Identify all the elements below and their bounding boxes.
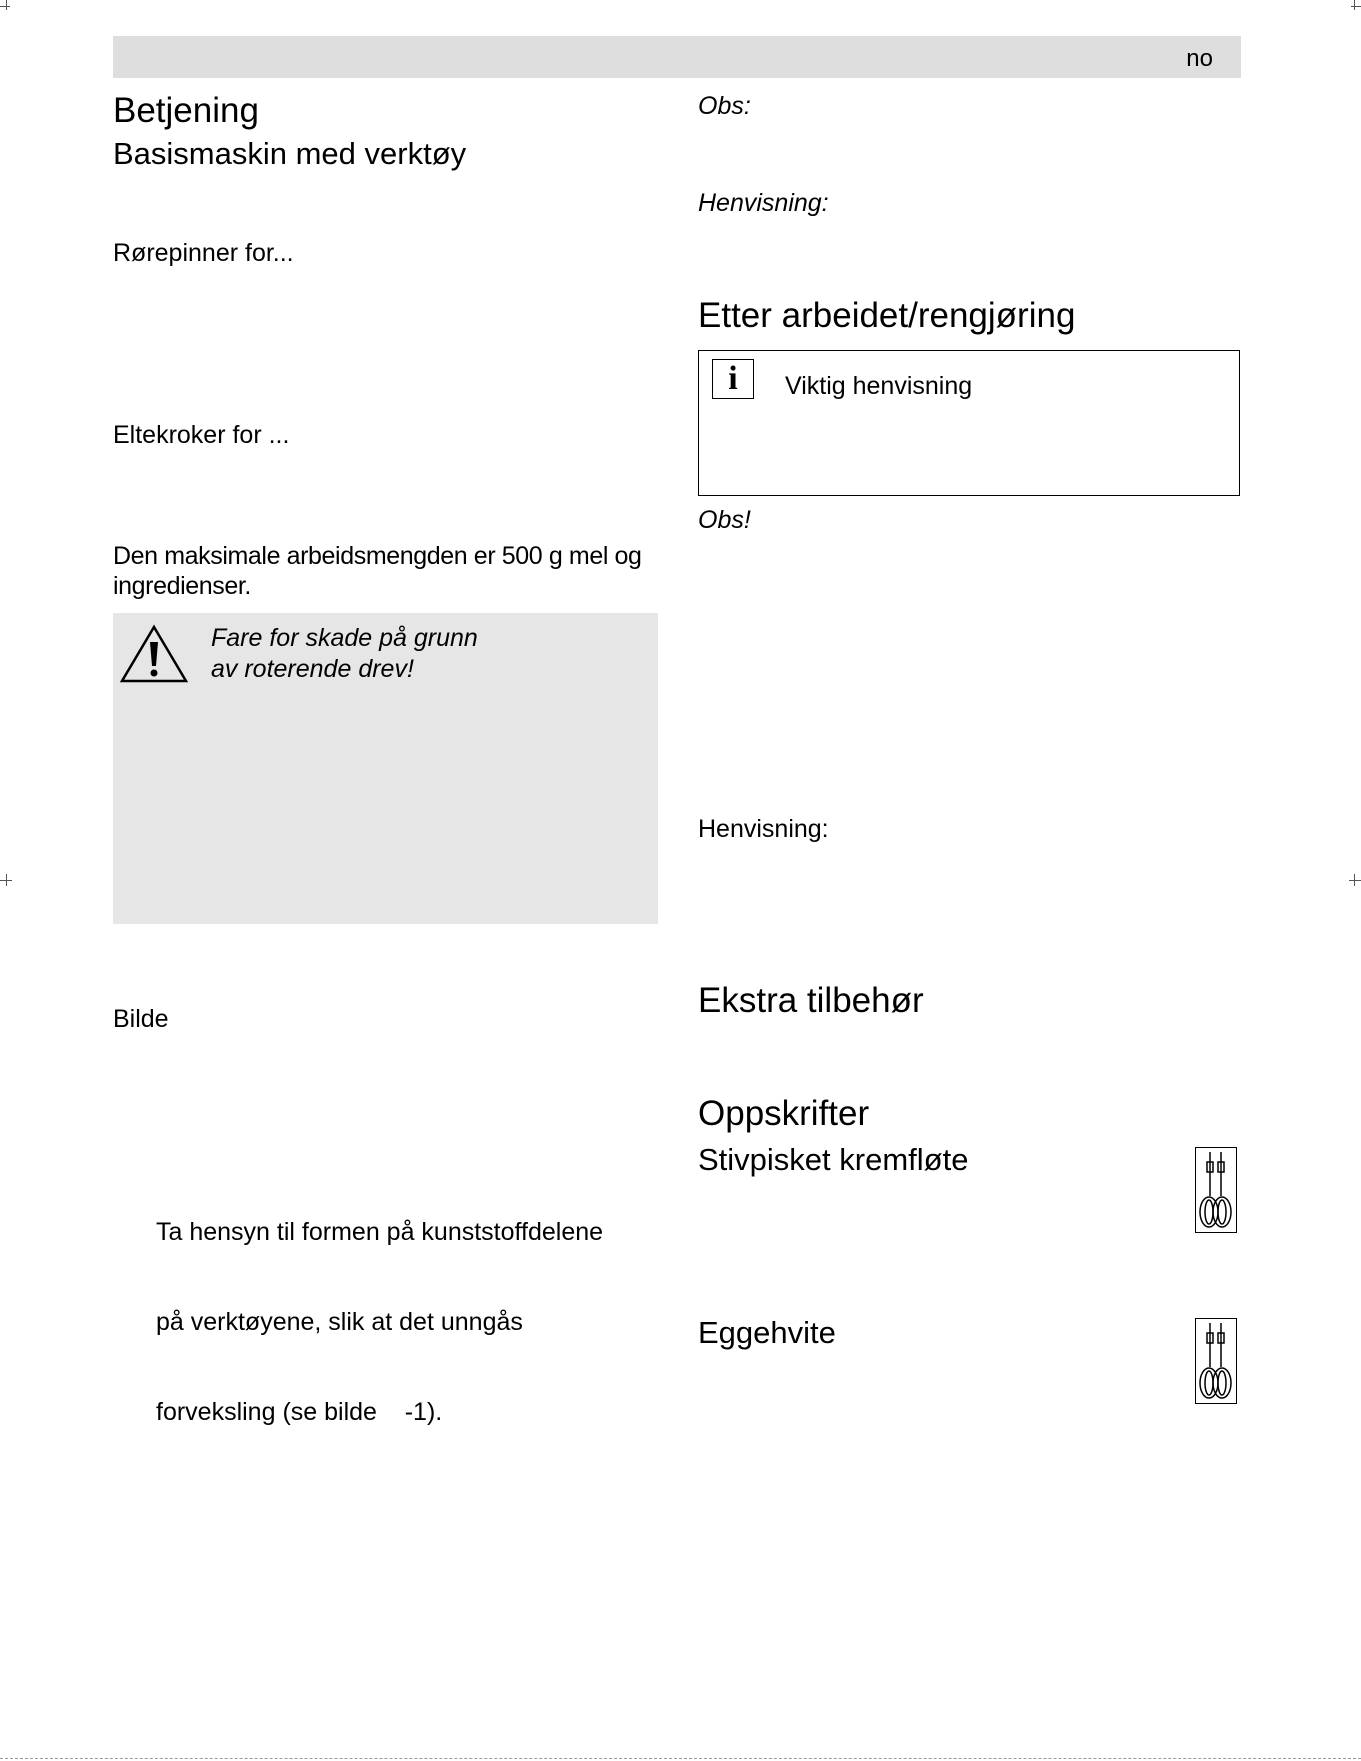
whisk-beaters-icon (1195, 1147, 1237, 1233)
obs-label: Obs: (698, 92, 751, 120)
note-line-2: på verktøyene, slik at det unngås (156, 1308, 523, 1336)
warning-box (113, 613, 658, 924)
tool-shape-note (156, 1157, 603, 1457)
page-bottom-line (0, 1758, 1361, 1759)
crop-mark-top-left (0, 0, 14, 14)
section-title-base-unit: Basismaskin med verktøy (113, 136, 467, 171)
warning-title-line2: av roterende drev! (211, 655, 414, 683)
note-line-1: Ta hensyn til formen på kunststoffdelene (156, 1218, 604, 1246)
reference-label: Henvisning: (698, 815, 829, 843)
crop-mark-mid-right (1347, 874, 1361, 888)
max-quantity-text: Den maksimale arbeidsmengden er 500 g mel og ingredienser. (113, 542, 642, 600)
reference-label-italic: Henvisning: (698, 189, 829, 217)
page-title: Betjening (113, 91, 259, 130)
hooks-label: Eltekroker for ... (113, 421, 290, 449)
figure-label: Bilde (113, 1005, 169, 1033)
section-title-recipes: Oppskrifter (698, 1094, 870, 1133)
language-code: no (1186, 45, 1213, 72)
section-title-accessories: Ekstra tilbehør (698, 981, 924, 1020)
info-title: Viktig henvisning (785, 372, 973, 400)
obs-exclamation-label: Obs! (698, 506, 751, 534)
header-bar (113, 36, 1241, 78)
recipe-title-egg-white: Eggehvite (698, 1315, 836, 1350)
info-box (698, 350, 1240, 496)
crop-mark-mid-left (0, 874, 14, 888)
section-title-cleaning: Etter arbeidet/rengjøring (698, 296, 1076, 335)
recipe-title-whipped-cream: Stivpisket kremfløte (698, 1142, 969, 1177)
warning-triangle-icon (119, 624, 189, 684)
warning-title-line1: Fare for skade på grunn (211, 624, 478, 652)
info-icon: i (712, 359, 754, 399)
note-line-3: forveksling (se bilde -1). (156, 1398, 443, 1426)
crop-mark-top-right (1347, 0, 1361, 14)
beaters-label: Rørepinner for... (113, 239, 294, 267)
whisk-beaters-icon (1195, 1318, 1237, 1404)
